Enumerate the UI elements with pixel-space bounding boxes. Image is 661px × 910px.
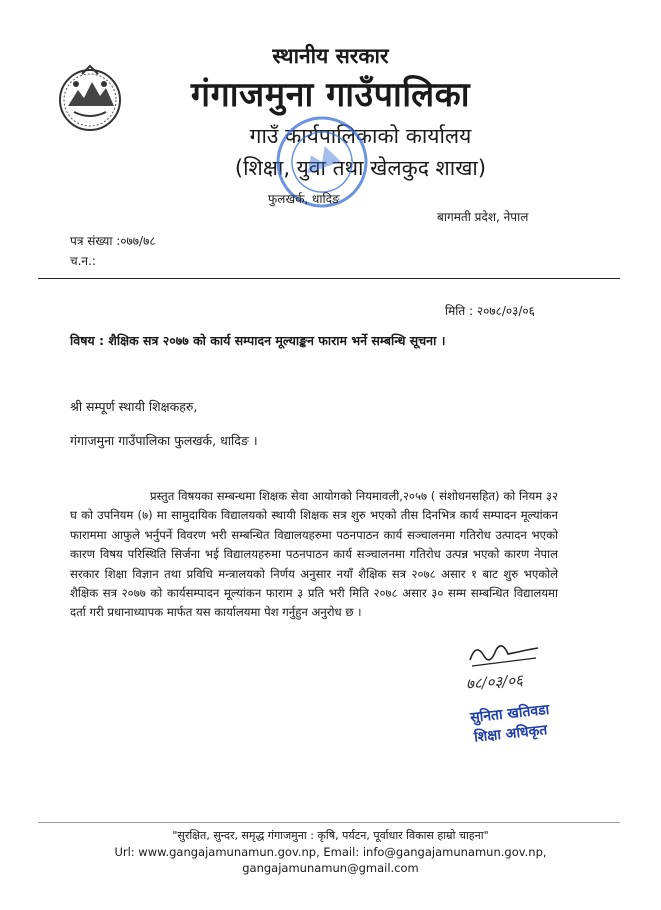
footer-email: gangajamunamun@gmail.com <box>242 861 419 875</box>
footer-divider <box>38 822 620 823</box>
local-government-heading: स्थानीय सरकार <box>272 44 389 68</box>
subject-line: विषय : शैक्षिक सत्र २०७७ को कार्य सम्पादन मूल्याङ्कन फाराम भर्ने सम्बन्धि सूचना । <box>70 333 446 348</box>
office-name: गाउँ कार्यपालिकाको कार्यालय <box>249 124 472 148</box>
addressee-line-1: श्री सम्पूर्ण स्थायी शिक्षकहरु, <box>70 399 198 414</box>
signatory-name: सुनिता खतिवडा <box>469 701 550 727</box>
letter-body: प्रस्तुत विषयका सम्बन्धमा शिक्षक सेवा आयोगको नियमावली,२०५७ ( संशोधनसहित) को नियम ३२ घ को उपनियम (७) मा सामुदायिक विद्यालयको स्थायी शिक्षक सत्र शुरु भएको तीस दिनभित्र कार्य सम्पादन मूल्यांकन फाराममा आफुले भर्नुपर्ने विवरण भरी सम्बन्धित विद्यालयहरुमा पठनपाठन कार्य सञ्चालनमा गतिरोध उत्पादन भएको कारण विषय परिस्थिति सिर्जना भई विद्यालयहरुमा पठनपाठन कार्य सञ्चालनमा गतिरोध उत्पन्न भएको कारण नेपाल सरकार शिक्षा विज्ञान तथा प्रविधि मन्त्रालयको निर्णय अनुसार नयाँ शैक्षिक सत्र २०७८ असार १ बाट शुरु भएकोले शैक्षिक सत्र २०७७ को कार्यसम्पादन मूल्यांकन फाराम ३ प्रति भरी मिति २०७८ असार ३० सम्म सम्बन्धित विद्यालयमा दर्ता गरी प्रधानाध्यापक मार्फत यस कार्यालयमा पेश गर्नुहुन अनुरोध छ । <box>70 489 558 620</box>
signature-date: ७८/०३/०६ <box>465 671 524 693</box>
province-text: बागमती प्रदेश, नेपाल <box>437 210 529 224</box>
header-divider <box>38 278 620 279</box>
branch-name: (शिक्षा, युवा तथा खेलकुद शाखा) <box>234 156 487 180</box>
letter-number: पत्र संख्या :०७७/७८ <box>70 234 156 248</box>
municipality-name: गंगाजमुना गाउँपालिका <box>190 75 471 115</box>
footer-slogan: "सुरक्षित, सुन्दर, समृद्ध गंगाजमुना : कृषि, पर्यटन, पूर्वाधार विकास हाम्रो चाहना" <box>172 829 489 842</box>
dispatch-number: च.न.: <box>70 254 96 268</box>
signatory-title: शिक्षा अधिकृत <box>473 722 549 746</box>
handwritten-signature <box>466 640 546 670</box>
location-text: फुलखर्क, धादिङ <box>268 192 340 206</box>
footer-url: Url: www.gangajamunamun.gov.np, Email: info@gangajamunamun.gov.np, <box>114 845 547 859</box>
addressee-line-2: गंगाजमुना गाउँपालिका फुलखर्क, धादिङ । <box>70 433 258 448</box>
letter-date: मिति : २०७८/०३/०६ <box>445 304 535 318</box>
